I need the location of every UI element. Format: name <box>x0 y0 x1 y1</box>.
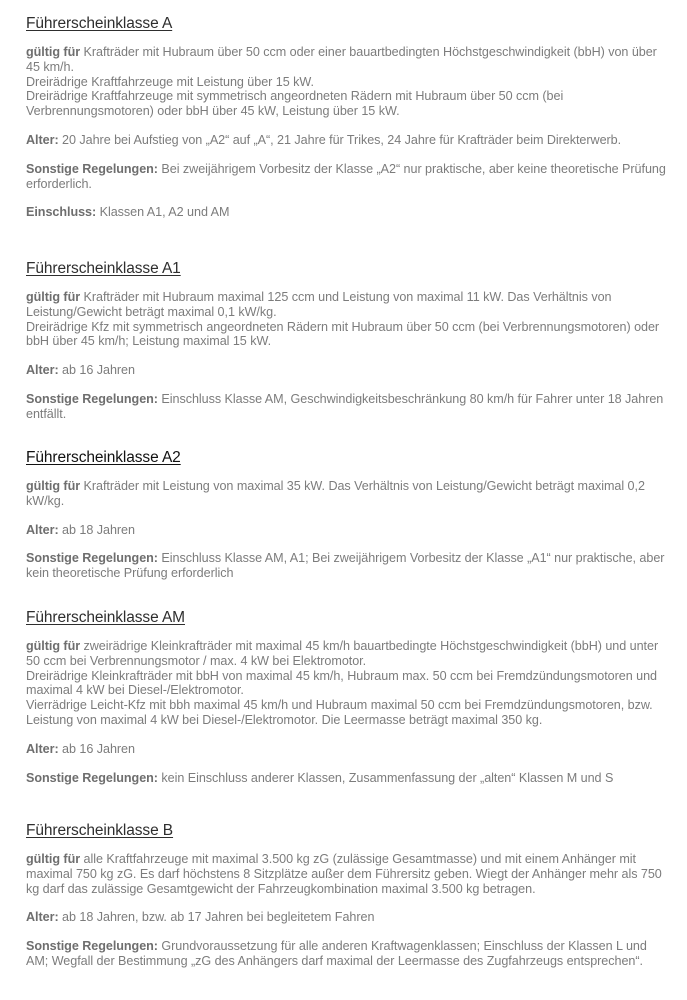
einschluss-text: Klassen A1, A2 und AM <box>99 205 230 220</box>
gueltig-text: zweirädrige Kleinkrafträder mit maximal 45 km/h bauartbedingte Höchstgeschwindigkeit (bbH) und unter 50 ccm bei Verbrennungsmotor / max. 4 kW bei Elektromotor. <box>26 639 659 668</box>
gueltig-paragraph <box>26 479 666 509</box>
alter-text: ab 16 Jahren <box>62 741 135 756</box>
section-title: Führerscheinklasse B <box>26 822 174 839</box>
gueltig-paragraph <box>26 290 666 349</box>
gueltig-paragraph <box>26 852 666 896</box>
alter-paragraph <box>26 742 666 757</box>
gueltig-text: Dreirädrige Kleinkrafträder mit bbH von maximal 45 km/h, Hubraum max. 50 ccm bei Fremdzündungsmotoren und maximal 4 kW bei Diesel-/Elektromotor. <box>26 668 658 698</box>
section-title: Führerscheinklasse A <box>26 15 173 32</box>
sonstige-paragraph <box>26 551 666 581</box>
einschluss-label: Einschluss: <box>26 205 97 220</box>
sonstige-paragraph <box>26 392 666 422</box>
section-class-a2 <box>26 449 666 595</box>
gueltig-text: Dreirädrige Kraftfahrzeuge mit Leistung über 15 kW. <box>26 74 314 89</box>
sonstige-text: Einschluss Klasse AM, Geschwindigkeitsbeschränkung 80 km/h für Fahrer unter 18 Jahren entfällt. <box>26 391 664 421</box>
alter-label: Alter: <box>26 132 59 147</box>
gueltig-text: Krafträder mit Hubraum maximal 125 ccm und Leistung von maximal 11 kW. Das Verhältnis von Leistung/Gewicht beträgt maximal 0,1 kW/kg. <box>26 290 612 319</box>
alter-paragraph <box>26 363 666 378</box>
sonstige-label: Sonstige Regelungen: <box>26 770 158 785</box>
alter-text: ab 18 Jahren <box>62 522 135 537</box>
sonstige-label: Sonstige Regelungen: <box>26 551 158 566</box>
alter-text: ab 16 Jahren <box>62 363 135 378</box>
gueltig-paragraph <box>26 639 666 728</box>
sonstige-paragraph <box>26 162 666 192</box>
gueltig-text: Dreirädrige Kfz mit symmetrisch angeordneten Rädern mit Hubraum über 50 ccm (bei Verbrennungsmotoren) oder bbH über 45 km/h; Leistung maximal 15 kW. <box>26 319 660 349</box>
sonstige-text: kein Einschluss anderer Klassen, Zusammenfassung der „alten“ Klassen M und S <box>161 770 614 785</box>
section-class-b <box>26 822 666 983</box>
gueltig-text: alle Kraftfahrzeuge mit maximal 3.500 kg zG (zulässige Gesamtmasse) und mit einem Anhänger mit maximal 750 kg zG. Es darf höchstens 8 Sitzplätze außer dem Führersitz geben. Wiegt der Anhänger mehr als 750 kg darf das zulässige Gesamtgewicht der Fahrzeugkombination maximal 3.500 kg betragen. <box>26 852 662 896</box>
alter-text: 20 Jahre bei Aufstieg von „A2“ auf „A“, 21 Jahre für Trikes, 24 Jahre für Krafträder beim Direkterwerb. <box>62 132 622 147</box>
gueltig-paragraph <box>26 45 666 119</box>
gueltig-text: Krafträder mit Leistung von maximal 35 kW. Das Verhältnis von Leistung/Gewicht beträgt maximal 0,2 kW/kg. <box>26 479 645 508</box>
einschluss-paragraph <box>26 205 666 220</box>
section-class-a1 <box>26 260 666 436</box>
alter-label: Alter: <box>26 363 59 378</box>
gueltig-text: Krafträder mit Hubraum über 50 ccm oder einer bauartbedingten Höchstgeschwindigkeit (bbH) von über 45 km/h. <box>26 45 657 74</box>
gueltig-text: Vierrädrige Leicht-Kfz mit bbh maximal 45 km/h und Hubraum maximal 50 ccm bei Fremdzündungsmotoren, bzw. Leistung von maximal 4 kW bei Diesel-/Elektromotor. Die Leermasse beträgt maximal 350 kg. <box>26 698 653 727</box>
gueltig-text: Dreirädrige Kraftfahrzeuge mit symmetrisch angeordneten Rädern mit Hubraum über 50 ccm (bei Verbrennungsmotoren) oder bbH über 45 kW, Leistung über 15 kW. <box>26 89 564 119</box>
sonstige-label: Sonstige Regelungen: <box>26 161 158 176</box>
section-title: Führerscheinklasse A1 <box>26 260 181 277</box>
alter-paragraph <box>26 523 666 538</box>
alter-paragraph <box>26 910 666 925</box>
alter-paragraph <box>26 133 666 148</box>
gueltig-label: gültig für <box>26 479 81 493</box>
section-class-am <box>26 609 666 799</box>
alter-text: ab 18 Jahren, bzw. ab 17 Jahren bei begleitetem Fahren <box>62 910 375 925</box>
alter-label: Alter: <box>26 522 59 537</box>
alter-label: Alter: <box>26 910 59 925</box>
sonstige-text: Einschluss Klasse AM, A1; Bei zweijährigem Vorbesitz der Klasse „A1“ nur praktische, aber kein theoretische Prüfung erforderlich <box>26 551 665 581</box>
section-title: Führerscheinklasse AM <box>26 609 185 626</box>
sonstige-text: Bei zweijährigem Vorbesitz der Klasse „A2“ nur praktische, aber keine theoretische Prüfung erforderlich. <box>26 161 666 191</box>
sonstige-paragraph <box>26 939 666 969</box>
sonstige-label: Sonstige Regelungen: <box>26 939 158 954</box>
alter-label: Alter: <box>26 741 59 756</box>
sonstige-paragraph <box>26 771 666 786</box>
gueltig-label: gültig für <box>26 290 81 304</box>
section-title: Führerscheinklasse A2 <box>26 449 181 466</box>
section-class-a <box>26 15 666 234</box>
gueltig-label: gültig für <box>26 852 81 866</box>
sonstige-text: Grundvoraussetzung für alle anderen Kraftwagenklassen; Einschluss der Klassen L und AM; Wegfall der Bestimmung „zG des Anhängers darf maximal der Leermasse des Zugfahrzeugs entsprechen“. <box>26 939 647 968</box>
gueltig-label: gültig für <box>26 639 81 653</box>
sonstige-label: Sonstige Regelungen: <box>26 391 158 406</box>
gueltig-label: gültig für <box>26 45 81 59</box>
